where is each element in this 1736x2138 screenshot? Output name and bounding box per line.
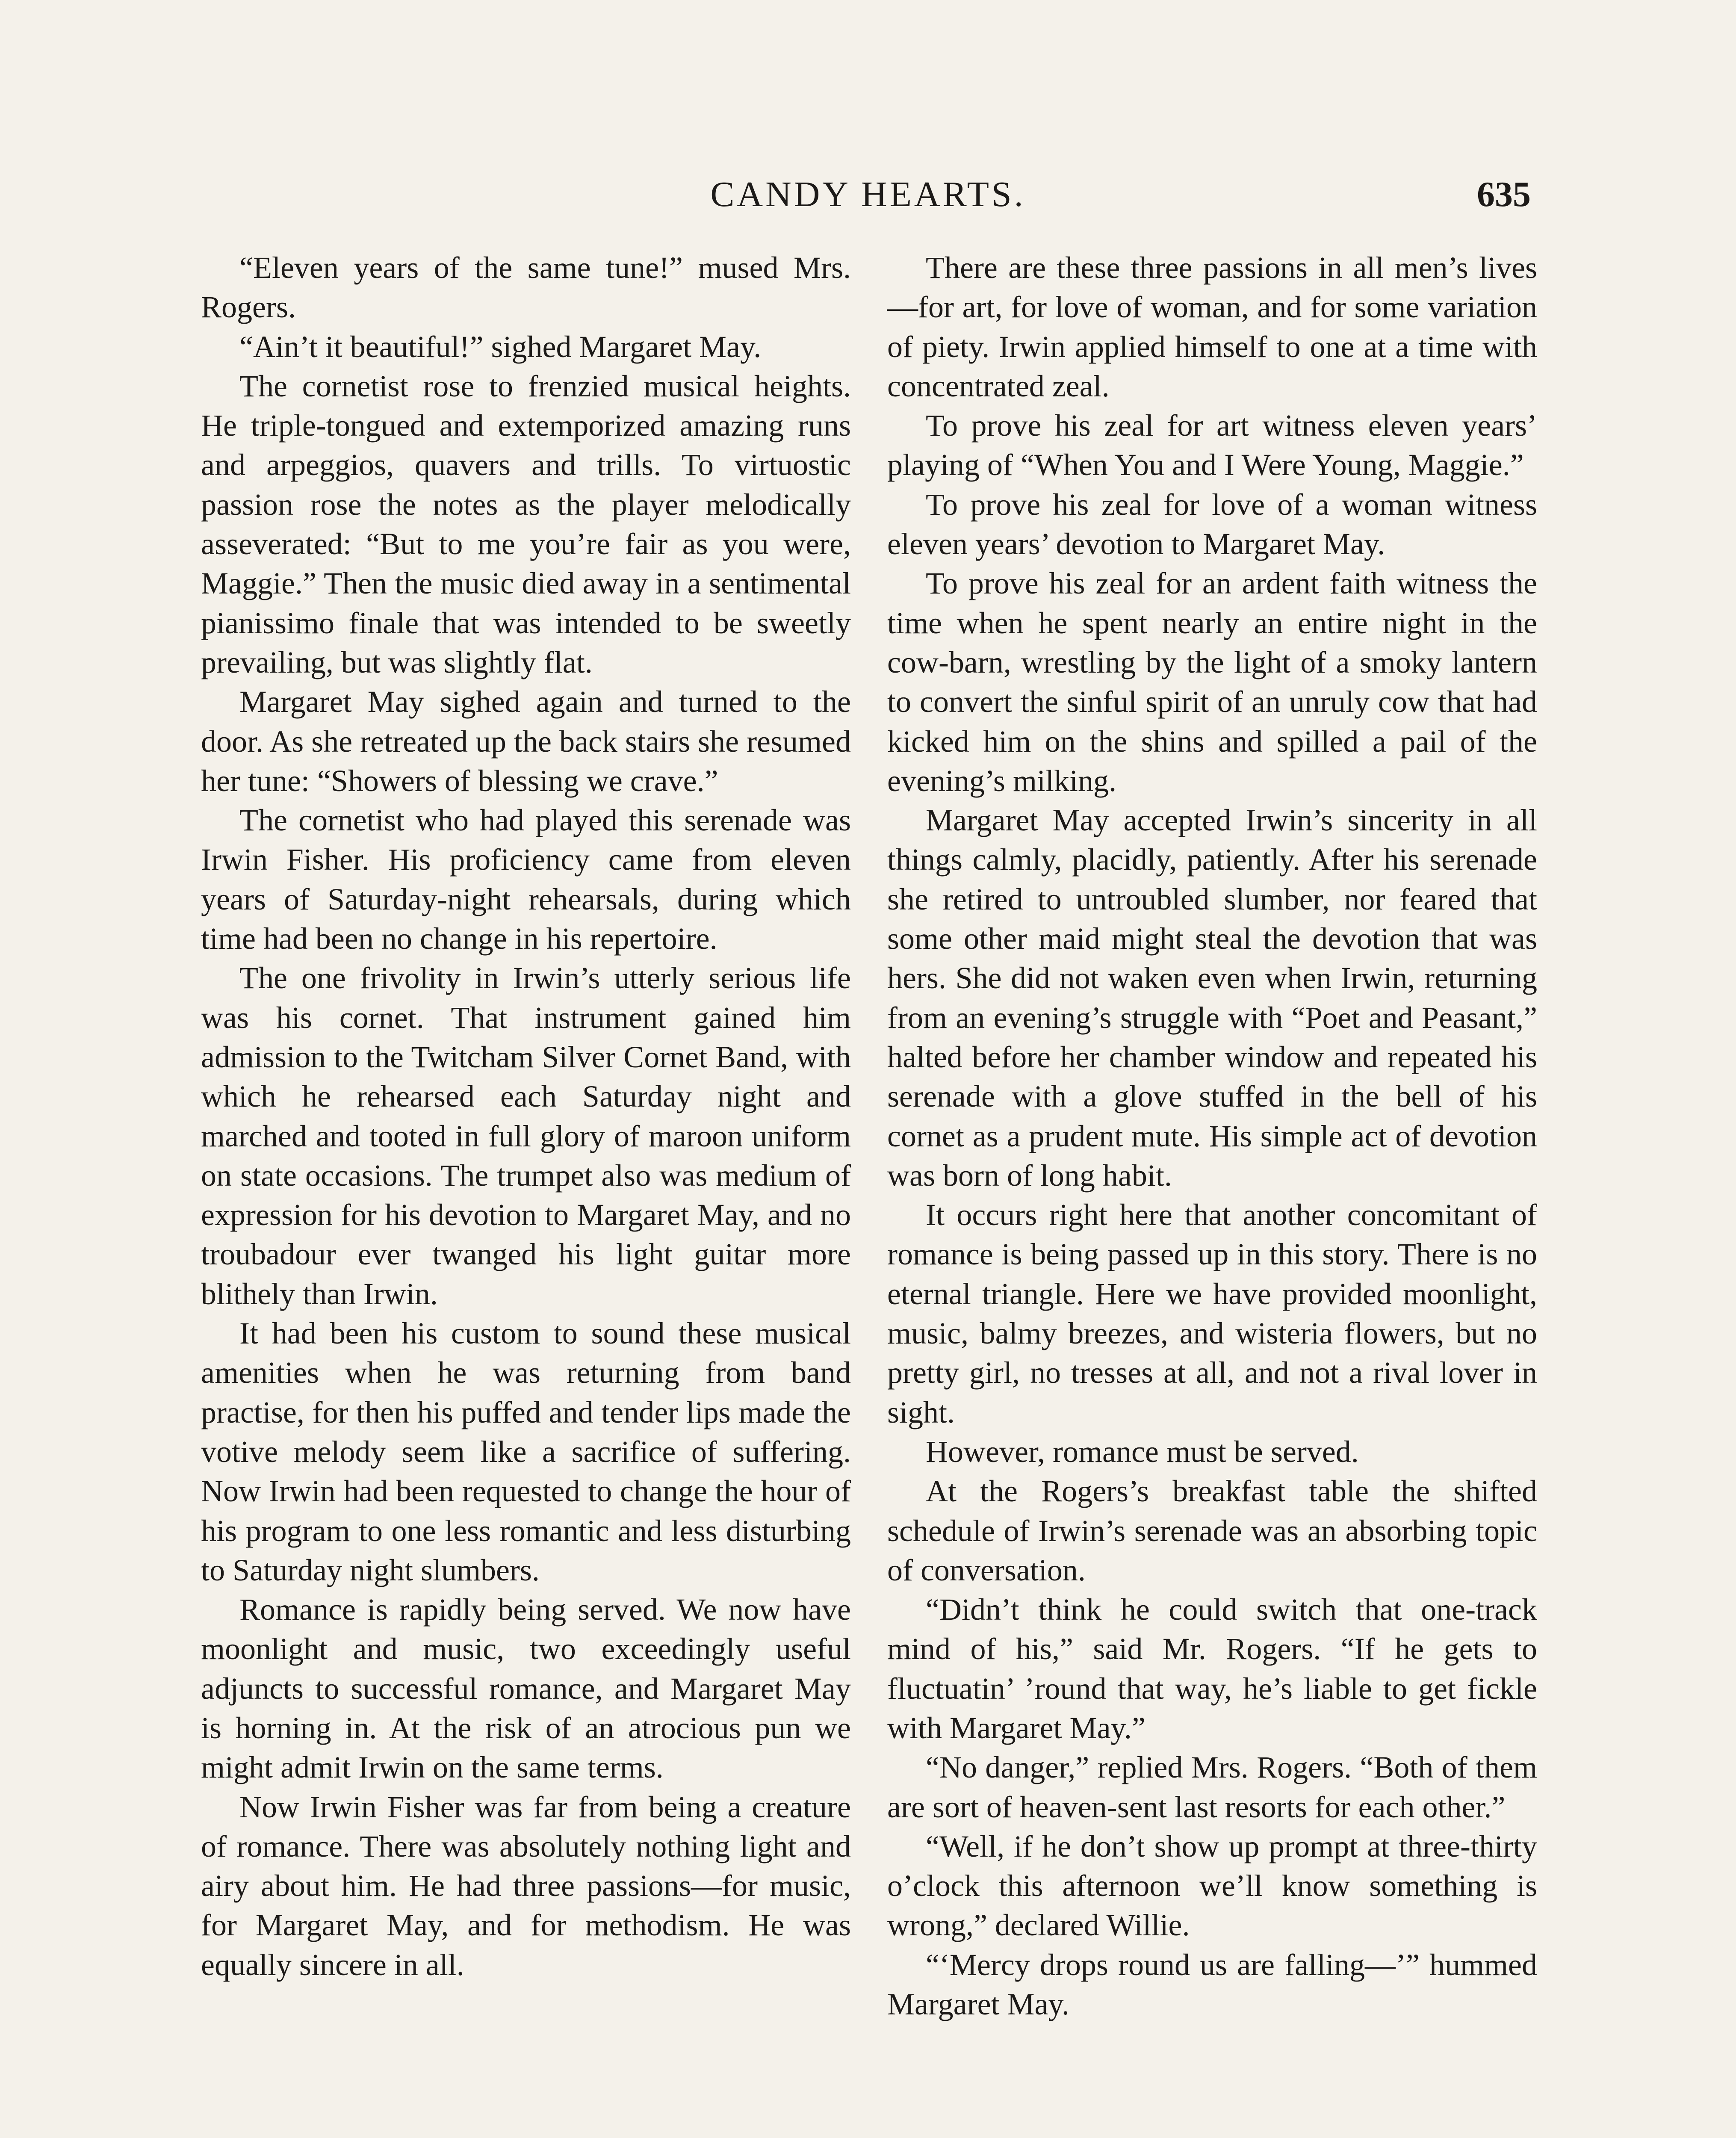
paragraph: To prove his zeal for love of a woman witness eleven years’ devotion to Margaret May. [887, 487, 1537, 561]
page-number: 635 [1477, 174, 1531, 214]
paragraph: Now Irwin Fisher was far from being a creature of romance. There was absolutely nothing light and airy about him. He had three passions—for music, for Margaret May, and for methodism. He was equally sincere in all. [201, 1790, 851, 1982]
paragraph: “Ain’t it beautiful!” sighed Margaret May. [239, 329, 762, 364]
paragraph: It occurs right here that another concomitant of romance is being passed up in this story. There is no eternal triangle. Here we have provided moonlight, music, balmy breezes, and wisteria flowers, but no pretty girl, no tresses at all, and not a rival lover in sight. [887, 1198, 1537, 1429]
paragraph: To prove his zeal for an ardent faith witness the time when he spent nearly an entire night in the cow-barn, wrestling by the light of a smoky lantern to convert the sinful spirit of an unruly cow that had kicked him on the shins and spilled a pail of the evening’s milking. [887, 566, 1537, 798]
paragraph: Romance is rapidly being served. We now have moonlight and music, two exceedingly useful adjuncts to successful romance, and Margaret May is horning in. At the risk of an atrocious pun we might admit Irwin on the same terms. [201, 1592, 851, 1785]
paragraph: “Didn’t think he could switch that one-track mind of his,” said Mr. Rogers. “If he gets to fluctuatin’ ’round that way, he’s liable to get fickle with Margaret May.” [887, 1592, 1537, 1745]
paragraph: The one frivolity in Irwin’s utterly serious life was his cornet. That instrument gained him admission to the Twitcham Silver Cornet Band, with which he rehearsed each Saturday night and marched and tooted in full glory of maroon uniform on state occasions. The trumpet also was medium of expression for his devotion to Margaret May, and no troubadour ever twanged his light guitar more blithely than Irwin. [201, 961, 851, 1311]
paragraph: The cornetist who had played this serenade was Irwin Fisher. His proficiency came from eleven years of Saturday-night rehearsals, during which time had been no change in his repertoire. [201, 803, 851, 956]
paragraph: The cornetist rose to frenzied musical heights. He triple-tongued and extemporized amazing runs and arpeggios, quavers and trills. To virtuostic passion rose the notes as the player melodically asseverated: “But to me you’re fair as you were, Maggie.” Then the music died away in a sentimental pianissimo finale that was intended to be sweetly prevailing, but was slightly flat. [201, 369, 851, 679]
paragraph: “Eleven years of the same tune!” mused Mrs. Rogers. [201, 251, 851, 325]
paragraph: “Well, if he don’t show up prompt at three-thirty o’clock this afternoon we’ll know something is wrong,” declared Willie. [887, 1829, 1537, 1943]
running-title: CANDY HEARTS. [710, 174, 1026, 214]
paragraph: However, romance must be served. [926, 1434, 1359, 1469]
right-column [887, 248, 1537, 2024]
paragraph: Margaret May sighed again and turned to the door. As she retreated up the back stairs she resumed her tune: “Showers of blessing we crave.” [201, 685, 851, 798]
running-head [205, 171, 1531, 218]
paragraph: “No danger,” replied Mrs. Rogers. “Both of them are sort of heaven-sent last resorts for each other.” [887, 1750, 1537, 1824]
paragraph: To prove his zeal for art witness eleven years’ playing of “When You and I Were Young, Maggie.” [887, 408, 1537, 482]
paragraph: There are these three passions in all men’s lives—for art, for love of woman, and for some variation of piety. Irwin applied himself to one at a time with concentrated zeal. [887, 251, 1537, 403]
paragraph: “‘Mercy drops round us are falling—’” hummed Margaret May. [887, 1947, 1537, 2022]
paragraph: It had been his custom to sound these musical amenities when he was returning from band practise, for then his puffed and tender lips made the votive melody seem like a sacrifice of suffering. Now Irwin had been requested to change the hour of his program to one less romantic and less disturbing to Saturday night slumbers. [201, 1316, 851, 1587]
paragraph: Margaret May accepted Irwin’s sincerity in all things calmly, placidly, patiently. After his serenade she retired to untroubled slumber, nor feared that some other maid might steal the devotion that was hers. She did not waken even when Irwin, returning from an evening’s struggle with “Poet and Peasant,” halted before her chamber window and repeated his serenade with a glove stuffed in the bell of his cornet as a prudent mute. His simple act of devotion was born of long habit. [887, 803, 1537, 1193]
left-column [201, 248, 851, 1984]
paragraph: At the Rogers’s breakfast table the shifted schedule of Irwin’s serenade was an absorbing topic of conversation. [887, 1474, 1537, 1587]
